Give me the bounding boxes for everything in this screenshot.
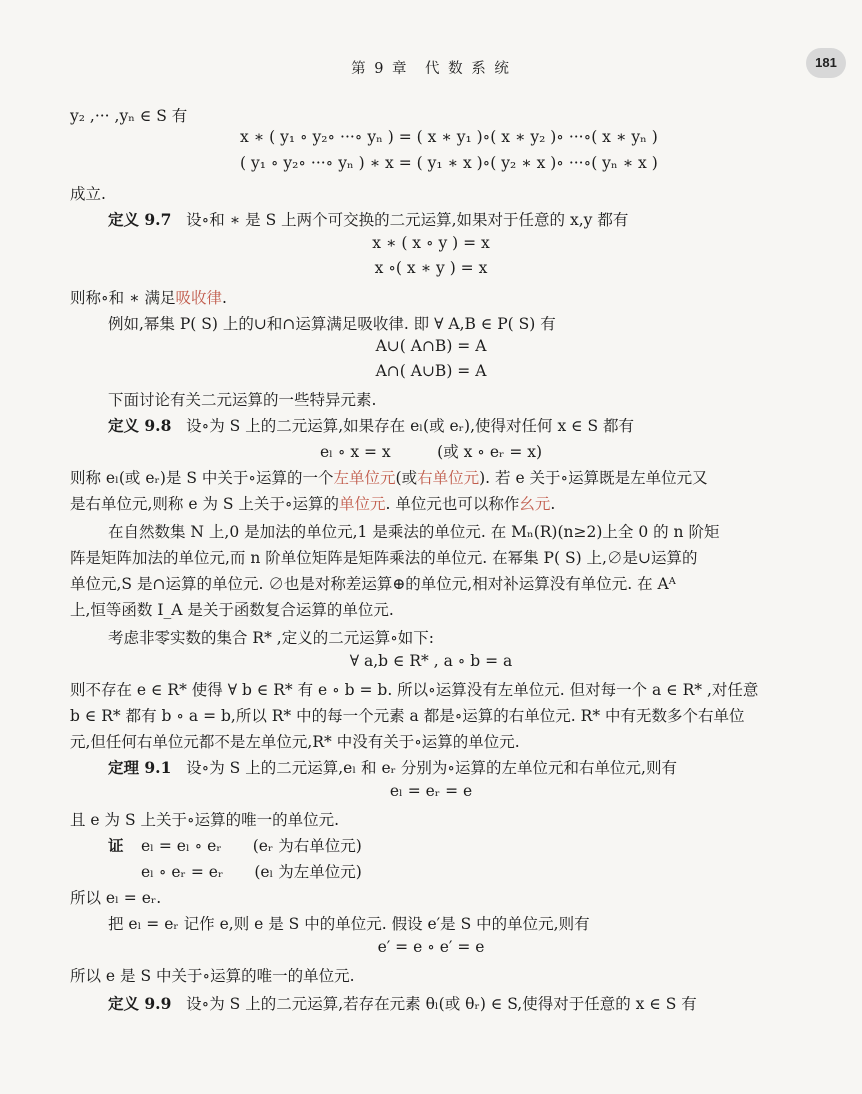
definition-label: 定义 9.9 [108, 994, 172, 1013]
definition-label: 定义 9.8 [108, 416, 172, 435]
paragraph-line: 上,恒等函数 I_A 是关于函数复合运算的单位元. [70, 601, 394, 619]
paragraph-line: 且 e 为 S 上关于∘运算的唯一的单位元. [70, 811, 340, 829]
text-span: (或 [395, 469, 418, 487]
paragraph-line: 则不存在 e ∈ R* 使得 ∀ b ∈ R* 有 e ∘ b = b. 所以∘运算没有左单位元. 但对每一个 a ∈ R* ,对任意 [70, 681, 759, 699]
text-span: . [222, 289, 227, 307]
text-span: ). 若 e 关于∘运算既是左单位元又 [479, 469, 708, 487]
definition-text: 设∘为 S 上的二元运算,若存在元素 θₗ(或 θᵣ) ∈ S,使得对于任意的 x ∈ S 有 [186, 995, 697, 1013]
equation: A∩( A∪B) = A [375, 362, 487, 380]
theorem-9-1 [108, 756, 677, 778]
equation: ( y₁ ∘ y₂∘ ···∘ yₙ ) ∗ x = ( y₁ ∗ x )∘( y₂ ∗ x )∘ ···∘( yₙ ∗ x ) [240, 154, 658, 172]
equation: x ∗ ( x ∘ y ) = x [372, 234, 490, 252]
paragraph-line: 考虑非零实数的集合 R* ,定义的二元运算∘如下: [108, 629, 435, 647]
text-span: 则称∘和 ∗ 满足 [70, 289, 176, 307]
proof-line: eₗ = eₗ ∘ eᵣ (eᵣ 为右单位元) [141, 837, 362, 855]
definition-text: 设∘为 S 上的二元运算,如果存在 eₗ(或 eᵣ),使得对任何 x ∈ S 都有 [186, 417, 635, 435]
definition-label: 定义 9.7 [108, 210, 172, 229]
equation: x ∗ ( y₁ ∘ y₂∘ ···∘ yₙ ) = ( x ∗ y₁ )∘( x ∗ y₂ )∘ ···∘( x ∗ yₙ ) [240, 128, 658, 146]
theorem-label: 定理 9.1 [108, 758, 172, 777]
text-line: 例如,幂集 P( S) 上的∪和∩运算满足吸收律. 即 ∀ A,B ∈ P( S) 有 [108, 315, 556, 333]
text-line: 成立. [70, 185, 106, 203]
definition-text: 设∘和 ∗ 是 S 上两个可交换的二元运算,如果对于任意的 x,y 都有 [186, 211, 629, 229]
equation: eₗ ∘ x = x (或 x ∘ eᵣ = x) [319, 443, 543, 461]
text-span: . 单位元也可以称作 [385, 495, 520, 513]
text-span: 则称 eₗ(或 eᵣ)是 S 中关于∘运算的一个 [70, 469, 334, 487]
term-identity: 单位元 [339, 495, 386, 513]
text-line: 下面讨论有关二元运算的一些特异元素. [108, 391, 377, 409]
paragraph-line: 在自然数集 N 上,0 是加法的单位元,1 是乘法的单位元. 在 Mₙ(R)(n≥2)上全 0 的 n 阶矩 [108, 523, 720, 541]
term-absorption-law: 吸收律 [175, 289, 223, 307]
paragraph-line: 所以 e 是 S 中关于∘运算的唯一的单位元. [70, 967, 355, 985]
paragraph-line: b ∈ R* 都有 b ∘ a = b,所以 R* 中的每一个元素 a 都是∘运算的右单位元. R* 中有无数多个右单位 [70, 707, 745, 725]
chapter-header: 第 9 章 代 数 系 统 [351, 61, 511, 77]
text-line: y₂ ,··· ,yₙ ∈ S 有 [70, 107, 188, 125]
term-right-identity: 右单位元 [417, 469, 480, 487]
equation: x ∘( x ∗ y ) = x [374, 259, 488, 277]
proof-label: 证 [108, 836, 124, 855]
definition-9-9 [108, 992, 697, 1014]
paragraph-line: 所以 eₗ = eᵣ. [70, 889, 162, 907]
text-line [70, 466, 708, 488]
paragraph-line: 元,但任何右单位元都不是左单位元,R* 中没有关于∘运算的单位元. [70, 733, 520, 751]
term-left-identity: 左单位元 [333, 469, 396, 487]
text-span: . [550, 495, 556, 513]
theorem-text: 设∘为 S 上的二元运算,eₗ 和 eᵣ 分别为∘运算的左单位元和右单位元,则有 [186, 759, 677, 777]
paragraph-line: 单位元,S 是∩运算的单位元. ∅也是对称差运算⊕的单位元,相对补运算没有单位元. 在 Aᴬ [70, 575, 676, 593]
page-number-badge: 181 [806, 48, 846, 78]
paragraph-line: 阵是矩阵加法的单位元,而 n 阶单位矩阵是矩阵乘法的单位元. 在幂集 P( S) 上,∅是∪运算的 [70, 549, 698, 567]
text-line [70, 492, 555, 514]
paragraph-line: 把 eₗ = eᵣ 记作 e,则 e 是 S 中的单位元. 假设 e′是 S 中的单位元,则有 [108, 915, 590, 933]
text-span: 是右单位元,则称 e 为 S 上关于∘运算的 [70, 495, 340, 513]
equation: ∀ a,b ∈ R* , a ∘ b = a [349, 652, 513, 670]
proof-line: eₗ ∘ eᵣ = eᵣ (eₗ 为左单位元) [141, 863, 362, 881]
equation: A∪( A∩B) = A [375, 337, 487, 355]
text-line [70, 286, 227, 308]
definition-9-8 [108, 414, 634, 436]
term-unit: 幺元 [519, 495, 551, 513]
definition-9-7 [108, 208, 628, 230]
equation: eₗ = eᵣ = e [389, 782, 473, 800]
equation: e′ = e ∘ e′ = e [377, 938, 485, 956]
